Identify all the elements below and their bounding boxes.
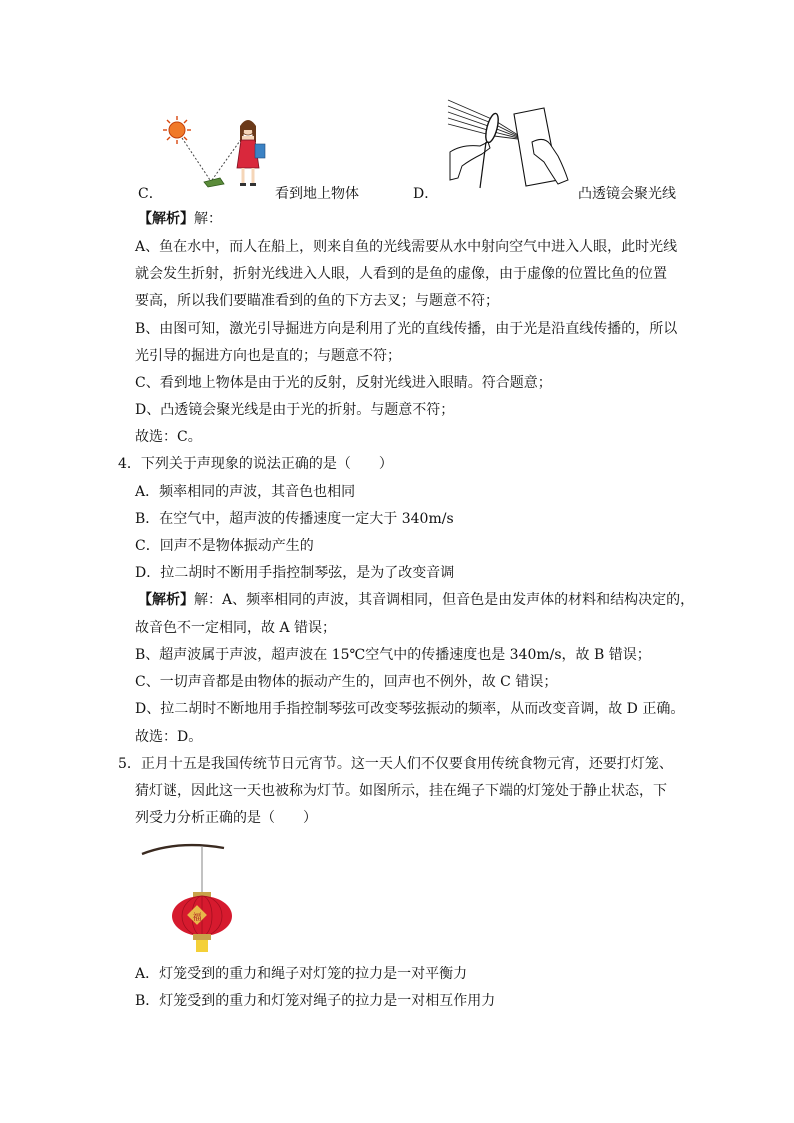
option-d-caption: 凸透镜会聚光线: [578, 186, 676, 202]
question-5-option-b: B．灯笼受到的重力和灯笼对绳子的拉力是一对相互作用力: [135, 993, 496, 1009]
analysis-4-answer: 故选：D。: [135, 729, 203, 745]
analysis-intro: 解：: [194, 211, 222, 227]
question-4-option-d: D．拉二胡时不断用手指控制琴弦，是为了改变音调: [135, 565, 455, 581]
analysis-3-header: [138, 210, 222, 228]
book-icon: [204, 178, 224, 187]
sun-icon: [163, 116, 191, 144]
question-4-stem: 4．下列关于声现象的说法正确的是（ ）: [118, 456, 393, 472]
lantern-icon: [172, 892, 232, 952]
analysis-3-line: 光引导的掘进方向也是直的；与题意不符；: [135, 348, 401, 364]
option-d-label: D．: [413, 186, 439, 202]
question-5-stem-line: 列受力分析正确的是（ ）: [135, 810, 317, 826]
option-c-caption: 看到地上物体: [275, 186, 359, 202]
analysis-3-line: 就会发生折射，折射光线进入人眼，人看到的是鱼的虚像，由于虚像的位置比鱼的位置: [135, 266, 667, 282]
question-5-option-a: A．灯笼受到的重力和绳子对灯笼的拉力是一对平衡力: [135, 966, 468, 982]
analysis-3-line: B、由图可知，激光引导掘进方向是利用了光的直线传播，由于光是沿直线传播的，所以: [135, 321, 678, 337]
lantern-illustration: [138, 838, 234, 956]
girl-icon: [237, 120, 265, 186]
analysis-4-line: 故音色不一定相同，故 A 错误；: [135, 620, 337, 636]
analysis-4-line: D、拉二胡时不断地用手指控制琴弦可改变琴弦振动的频率，从而改变音调，故 D 正确。: [135, 701, 685, 717]
option-c-label: C．: [138, 186, 163, 202]
question-4-option-a: A．频率相同的声波，其音色也相同: [135, 484, 356, 500]
analysis-3-answer: 故选：C。: [135, 429, 202, 445]
analysis-3-line: A、鱼在水中，而人在船上，则来自鱼的光线需要从水中射向空气中进入人眼，此时光线: [135, 239, 678, 255]
analysis-3-line: 要高，所以我们要瞄准看到的鱼的下方去叉；与题意不符；: [135, 293, 499, 309]
question-5-stem-line: 5．正月十五是我国传统节日元宵节。这一天人们不仅要食用传统食物元宵，还要打灯笼、: [118, 756, 673, 772]
analysis-3-line: D、凸透镜会聚光线是由于光的折射。与题意不符；: [135, 402, 455, 418]
lens-illustration: [440, 96, 580, 196]
analysis-4-first-line: 解：A、频率相同的声波，其音调相同，但音色是由发声体的材料和结构决定的，: [194, 592, 695, 608]
hanging-pole-icon: [142, 845, 224, 854]
question-4-option-c: C．回声不是物体振动产生的: [135, 538, 314, 554]
analysis-4-header: [138, 591, 694, 609]
question-4-option-b: B．在空气中，超声波的传播速度一定大于 340m/s: [135, 511, 454, 527]
analysis-3-line: C、看到地上物体是由于光的反射，反射光线进入眼睛。符合题意；: [135, 375, 552, 391]
analysis-tag: 【解析】: [138, 211, 194, 227]
analysis-tag: 【解析】: [138, 592, 194, 608]
question-5-stem-line: 猜灯谜，因此这一天也被称为灯节。如图所示，挂在绳子下端的灯笼处于静止状态，下: [135, 783, 667, 799]
analysis-4-line: B、超声波属于声波，超声波在 15℃空气中的传播速度也是 340m/s，故 B 错误；: [135, 647, 651, 663]
analysis-4-line: C、一切声音都是由物体的振动产生的，回声也不例外，故 C 错误；: [135, 674, 558, 690]
lantern-character: 福: [192, 913, 202, 923]
reflection-illustration: [158, 112, 278, 192]
